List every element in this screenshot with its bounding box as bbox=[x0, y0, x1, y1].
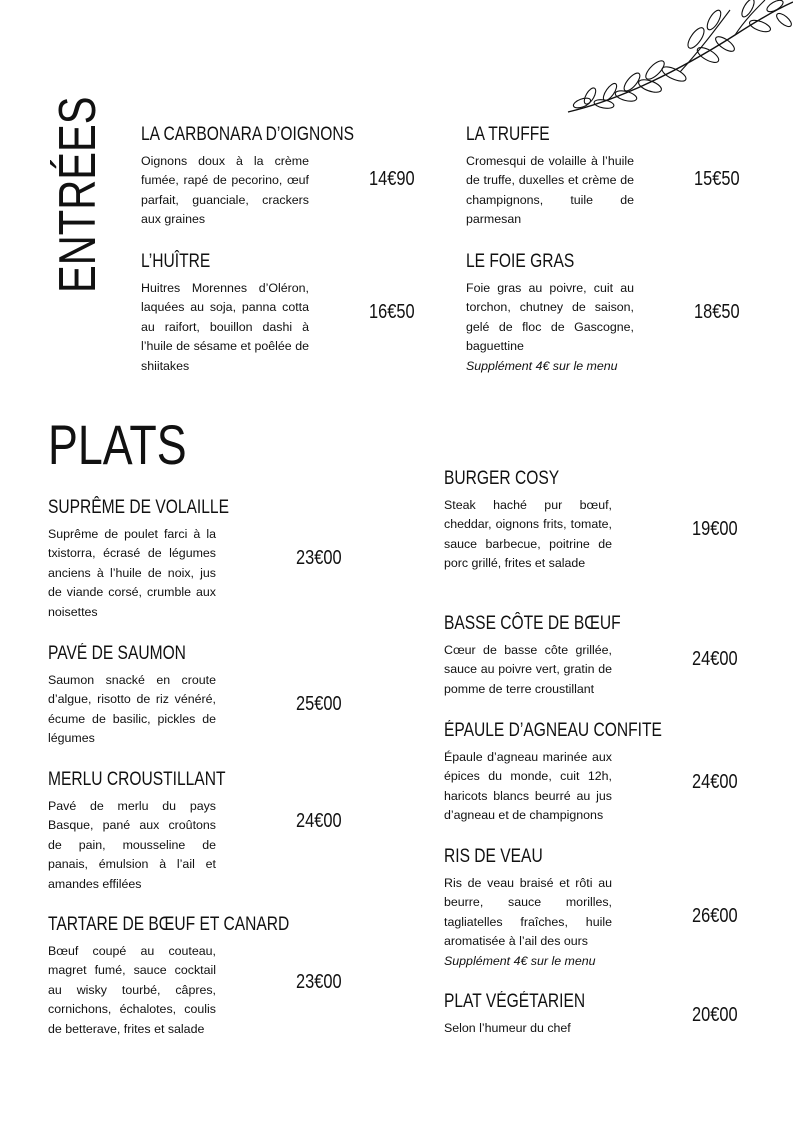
dish-price: 24€00 bbox=[296, 810, 342, 832]
dish-description: Selon l’humeur du chef bbox=[444, 1021, 571, 1035]
menu-item-epaule-agneau bbox=[444, 720, 662, 826]
dish-price: 16€50 bbox=[369, 301, 415, 323]
menu-item-tartare bbox=[48, 914, 290, 1039]
dish-price: 14€90 bbox=[369, 168, 415, 190]
supplement-note: Supplément 4€ sur le menu bbox=[466, 358, 618, 373]
dish-description: Oignons doux à la crème fumée, rapé de pecorino, œuf parfait, guanciale, crackers aux graines bbox=[141, 154, 309, 227]
dish-name: LE FOIE GRAS bbox=[466, 251, 575, 272]
dish-name: LA TRUFFE bbox=[466, 124, 550, 145]
dish-name: SUPRÊME DE VOLAILLE bbox=[48, 497, 229, 518]
menu-item-plat-vegetarien bbox=[444, 991, 612, 1038]
dish-name: PLAT VÉGÉTARIEN bbox=[444, 991, 586, 1012]
menu-item-ris-de-veau bbox=[444, 846, 612, 971]
menu-item-pave-saumon bbox=[48, 643, 216, 749]
dish-price: 18€50 bbox=[694, 301, 740, 323]
dish-price: 24€00 bbox=[692, 771, 738, 793]
menu-item-supreme-volaille bbox=[48, 497, 229, 622]
dish-description: Saumon snacké en croute d’algue, risotto de riz vénéré, écume de basilic, pickles de légumes bbox=[48, 673, 216, 746]
dish-name: LA CARBONARA D’OIGNONS bbox=[141, 124, 354, 145]
dish-price: 23€00 bbox=[296, 971, 342, 993]
dish-description: Cromesqui de volaille à l’huile de truffe, duxelles et crème de champignons, tuile de parmesan bbox=[466, 154, 634, 227]
menu-item-carbonara bbox=[141, 124, 354, 230]
dish-price: 26€00 bbox=[692, 905, 738, 927]
menu-item-burger-cosy bbox=[444, 468, 612, 574]
menu-item-merlu bbox=[48, 769, 226, 894]
menu-item-basse-cote bbox=[444, 613, 621, 699]
entrees-title-text: ENTRÉES bbox=[49, 96, 107, 293]
menu-item-huitre bbox=[141, 251, 309, 376]
entrees-section-title bbox=[49, 96, 112, 293]
dish-description: Bœuf coupé au couteau, magret fumé, sauce cocktail au wisky tourbé, câpres, cornichons, échalotes, coulis de betterave, frites et salade bbox=[48, 944, 216, 1036]
dish-price: 20€00 bbox=[692, 1004, 738, 1026]
leaf-branch-icon bbox=[560, 0, 793, 125]
menu-item-truffe bbox=[466, 124, 634, 230]
dish-description: Steak haché pur bœuf, cheddar, oignons frits, tomate, sauce barbecue, poitrine de porc grillé, frites et salade bbox=[444, 498, 612, 571]
dish-price: 19€00 bbox=[692, 518, 738, 540]
dish-description: Foie gras au poivre, cuit au torchon, chutney de saison, gelé de floc de Gascogne, baguettine Supplément 4€ sur le menu bbox=[466, 281, 634, 373]
dish-price: 15€50 bbox=[694, 168, 740, 190]
dish-price: 23€00 bbox=[296, 547, 342, 569]
dish-name: ÉPAULE D’AGNEAU CONFITE bbox=[444, 720, 662, 741]
dish-description: Pavé de merlu du pays Basque, pané aux croûtons de pain, mousseline de panais, émulsion à l’ail et amandes effilées bbox=[48, 799, 216, 891]
dish-name: BURGER COSY bbox=[444, 468, 560, 489]
dish-description: Cœur de basse côte grillée, sauce au poivre vert, gratin de pomme de terre croustillant bbox=[444, 643, 612, 696]
dish-price: 24€00 bbox=[692, 648, 738, 670]
supplement-note: Supplément 4€ sur le menu bbox=[444, 953, 596, 968]
dish-name: BASSE CÔTE DE BŒUF bbox=[444, 613, 621, 634]
dish-name: RIS DE VEAU bbox=[444, 846, 543, 867]
dish-price: 25€00 bbox=[296, 693, 342, 715]
menu-item-foie-gras bbox=[466, 251, 634, 376]
dish-description: Ris de veau braisé et rôti au beurre, sauce morilles, tagliatelles fraîches, huile aromatisée à l’ail des ours Supplément 4€ sur le menu bbox=[444, 876, 612, 968]
dish-description: Épaule d’agneau marinée aux épices du monde, cuit 12h, haricots blancs beurré au jus d’agneau et de champignons bbox=[444, 750, 612, 823]
plats-section-title: PLATS bbox=[48, 413, 187, 476]
dish-name: TARTARE DE BŒUF ET CANARD bbox=[48, 914, 290, 935]
dish-name: MERLU CROUSTILLANT bbox=[48, 769, 226, 790]
dish-name: L’HUÎTRE bbox=[141, 251, 211, 272]
dish-description: Huitres Morennes d’Oléron, laquées au soja, panna cotta au raifort, bouillon dashi à l’huile de sésame et poêlée de shiitakes bbox=[141, 281, 309, 373]
dish-description: Suprême de poulet farci à la txistorra, écrasé de légumes anciens à l’huile de noix, jus de viande corsé, crumble aux noisettes bbox=[48, 527, 216, 619]
dish-name: PAVÉ DE SAUMON bbox=[48, 643, 186, 664]
